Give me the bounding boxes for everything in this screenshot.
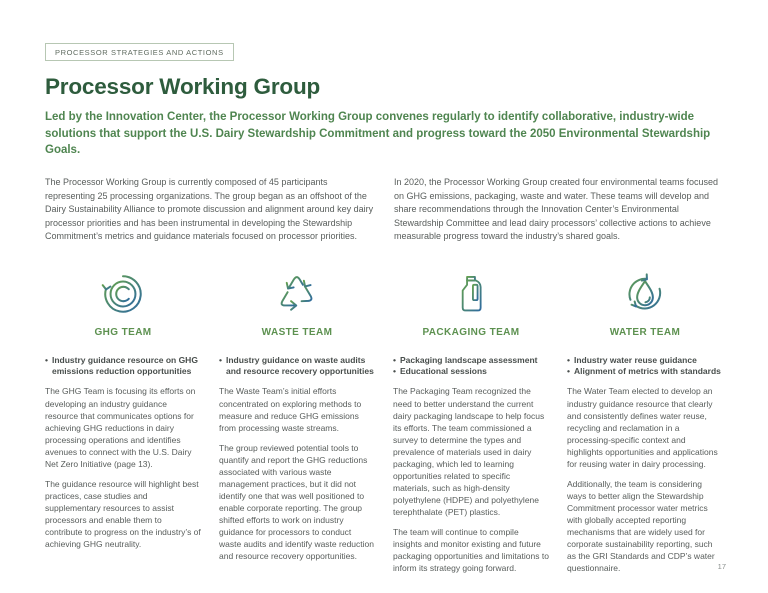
- team-bullet: [567, 355, 723, 366]
- team-paragraph: Additionally, the team is considering ways to better align the Stewardship Commitment processor water metrics with globally accepted reporting mechanisms that are widely used for corporate sustainability reporting, such as the GRI Standards and CDP’s water questionnaire.: [567, 478, 715, 574]
- team-column-ghg: [45, 266, 201, 575]
- bullet-text: • Alignment of metrics with standards: [573, 365, 721, 376]
- bullet-text: • Packaging landscape assessment: [399, 354, 538, 365]
- team-bullets: [219, 355, 375, 378]
- team-paragraph: The Packaging Team recognized the need to better understand the current dairy packaging landscape to help focus its efforts. The team commissioned a survey to determine the types and prevalence of materials used in dairy packaging, which led to learning opportunities related to specific materials, such as high-density polyethylene (HDPE) and polyethylene terephthalate (PET) plastics.: [393, 386, 545, 518]
- bullet-text: • Industry guidance on waste audits and resource recovery opportunities: [225, 354, 374, 376]
- team-bullet: [393, 355, 549, 366]
- intro-section: [45, 176, 723, 244]
- team-column-waste: [219, 266, 375, 575]
- teams-section: [45, 266, 723, 575]
- team-name: PACKAGING TEAM: [422, 326, 520, 338]
- team-bullet: [219, 355, 375, 378]
- bullet-text: • Educational sessions: [399, 365, 487, 376]
- team-paragraph: The Waste Team’s initial efforts concentrated on exploring methods to measure and reduce GHG emissions from processing waste streams.: [219, 386, 362, 433]
- team-column-packaging: [393, 266, 549, 575]
- intro-left-paragraph: The Processor Working Group is currently composed of 45 participants representing 25 processing organizations. The group began as an offshoot of the Dairy Sustainability Alliance to promote discussion and alignment around key dairy processor priorities and has been instrumental in developing the Stewardship Commitment’s metrics and guidance materials focused on processor priorities.: [45, 177, 374, 242]
- team-paragraph: The group reviewed potential tools to quantify and report the GHG reductions associated with various waste management practices, but it did not identify one that was well positioned to enable corporate reporting. The group shifted efforts to work on industry guidance for processors to conduct waste audits and identify waste reduction and resource recovery opportunities.: [219, 442, 374, 562]
- team-bullets: [45, 355, 201, 378]
- team-paragraph: The guidance resource will highlight best practices, case studies and supplementary resources to assist processors and enable them to contribute to progress on the industry’s of achieving GHG neutrality.: [45, 478, 201, 550]
- water-drop-cycle-icon: [567, 266, 723, 322]
- team-name: GHG TEAM: [94, 326, 152, 338]
- team-bullet: [393, 366, 549, 377]
- page-subtitle: Led by the Innovation Center, the Processor Working Group convenes regularly to identify collaborative, industry-wide solutions that support the U.S. Dairy Stewardship Commitment and progress toward the 2050 Environmental Stewardship Goals.: [45, 111, 711, 157]
- team-name: WASTE TEAM: [261, 326, 333, 338]
- section-tag: PROCESSOR STRATEGIES AND ACTIONS: [45, 43, 234, 61]
- team-paragraph: The team will continue to compile insights and monitor existing and future packaging opportunities and limitations to inform its strategy going forward.: [393, 527, 549, 574]
- ghg-cycle-icon: [45, 266, 201, 322]
- team-column-water: [567, 266, 723, 575]
- recycle-arrows-icon: [219, 266, 375, 322]
- team-bullet: [45, 355, 201, 378]
- page-title: Processor Working Group: [45, 74, 321, 99]
- team-bullets: [567, 355, 723, 378]
- team-bullet: [567, 366, 723, 377]
- bullet-text: • Industry guidance resource on GHG emissions reduction opportunities: [51, 354, 198, 376]
- bullet-text: • Industry water reuse guidance: [573, 354, 697, 365]
- intro-right-paragraph: In 2020, the Processor Working Group created four environmental teams focused on GHG emissions, packaging, waste and water. These teams will develop and share recommendations through the Innovation Center’s Environmental Stewardship Committee and lead dairy processors’ collective actions to achieve measurable progress toward the industry’s shared goals.: [394, 177, 719, 242]
- team-paragraph: The GHG Team is focusing its efforts on developing an industry guidance resource that communicates options for achieving GHG reductions in dairy processing operations and identifies avenues to connect with the U.S. Dairy Net Zero Initiative (page 13).: [45, 386, 196, 469]
- page-number: 17: [717, 562, 726, 571]
- team-paragraph: The Water Team elected to develop an industry guidance resource that clearly and consistently defines water reuse, recycling and reclamation in a processing-specific context and highlights opportunities and applications for reusing water in dairy processing.: [567, 386, 718, 469]
- milk-jug-icon: [393, 266, 549, 322]
- team-bullets: [393, 355, 549, 378]
- team-name: WATER TEAM: [609, 326, 681, 338]
